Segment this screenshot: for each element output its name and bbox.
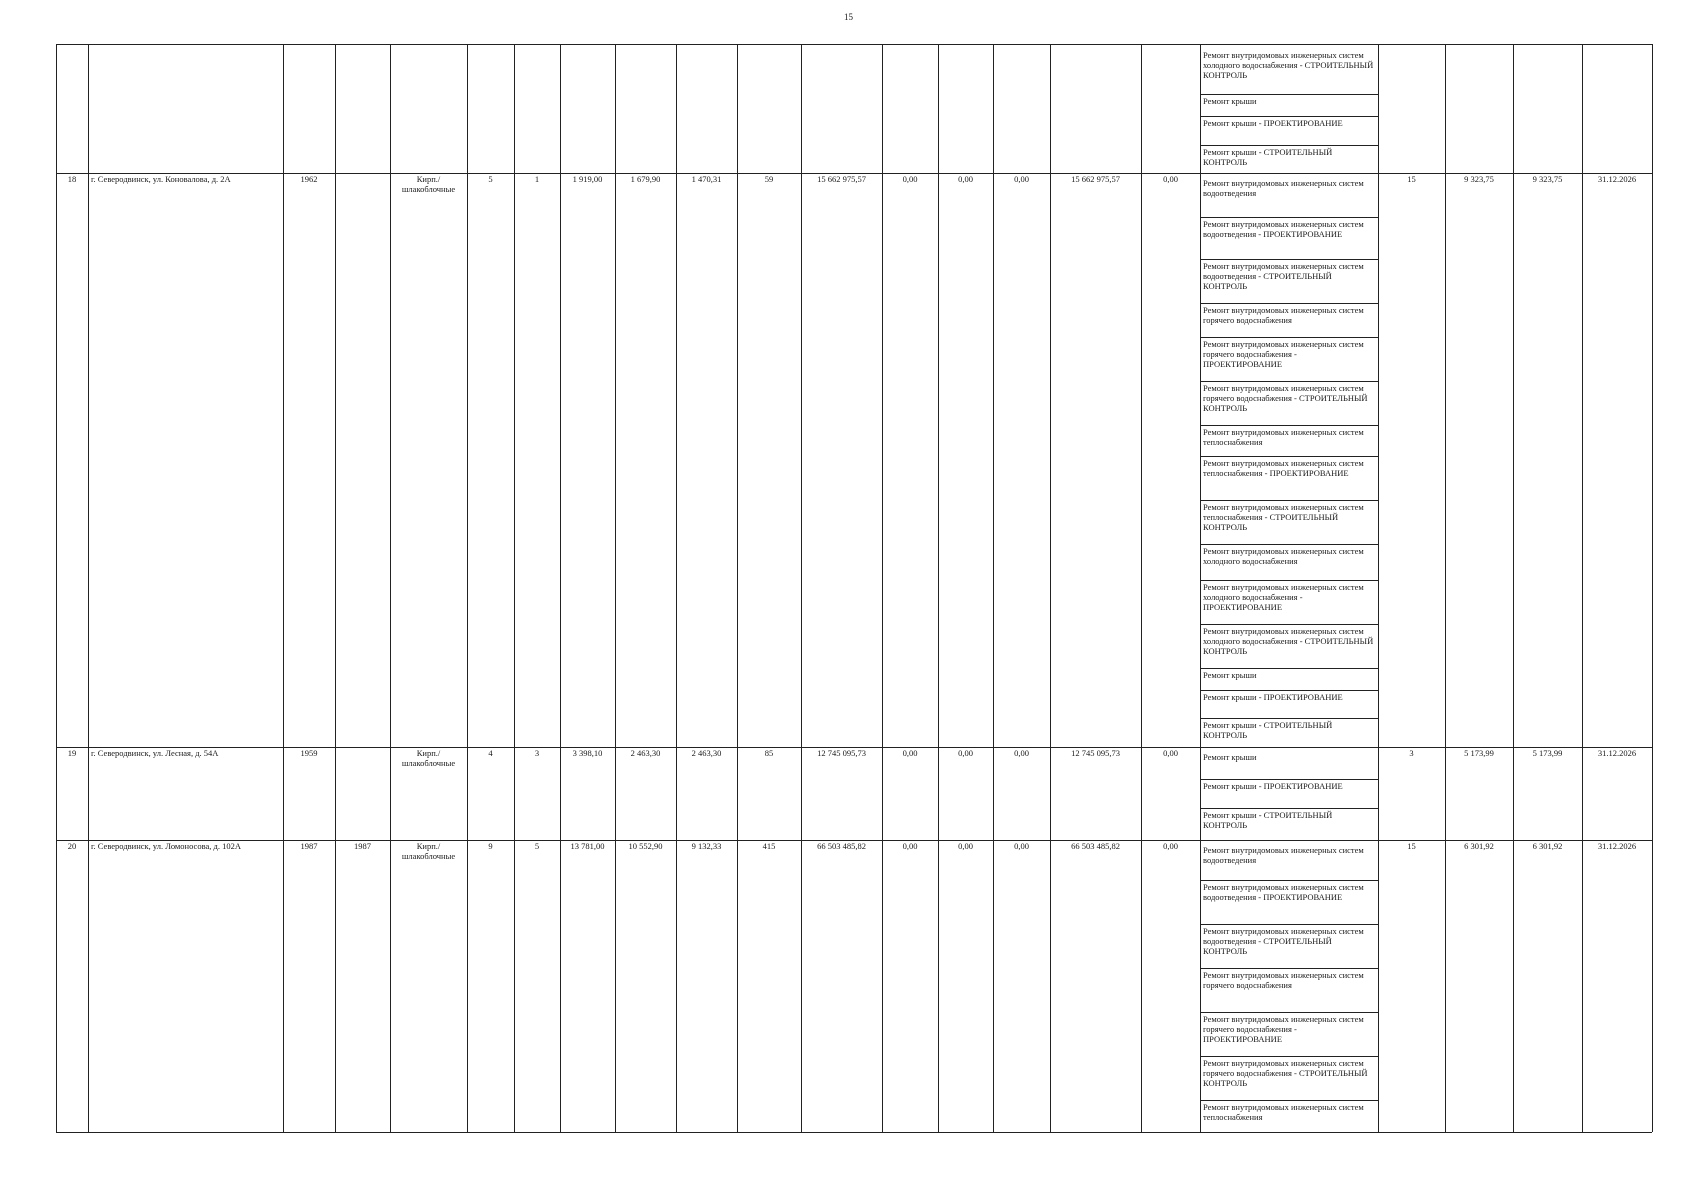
area-premises-cell: 10 552,90 bbox=[628, 841, 663, 851]
row-number: 18 bbox=[67, 174, 77, 184]
work-separator bbox=[1200, 1012, 1378, 1013]
work-separator bbox=[1200, 840, 1378, 841]
carryover-work-item: Ремонт крыши bbox=[1203, 96, 1257, 106]
area-residential-cell: 9 132,33 bbox=[691, 841, 722, 851]
wall-material-cell: Кирп./ шлакоблочные bbox=[401, 748, 456, 768]
floors-cell: 9 bbox=[488, 841, 493, 851]
deadline-cell: 31.12.2026 bbox=[1597, 841, 1637, 851]
work-separator bbox=[1200, 217, 1378, 218]
carryover-work-item: Ремонт внутридомовых инженерных систем холодного водоснабжения - СТРОИТЕЛЬНЫЙ КОНТРОЛЬ bbox=[1203, 50, 1374, 80]
row-18-work-item: Ремонт внутридомовых инженерных систем холодного водоснабжения bbox=[1203, 546, 1364, 566]
row-18-work-item: Ремонт внутридомовых инженерных систем теплоснабжения - ПРОЕКТИРОВАНИЕ bbox=[1203, 458, 1364, 478]
cost-total-cell: 66 503 485,82 bbox=[817, 841, 866, 851]
year-built-cell: 1987 bbox=[300, 841, 318, 851]
wall-material-cell: Кирп./ шлакоблочные bbox=[401, 841, 456, 861]
column-border bbox=[938, 44, 939, 1132]
work-separator bbox=[1200, 779, 1378, 780]
column-border bbox=[88, 44, 89, 1132]
work-separator bbox=[1200, 880, 1378, 881]
address-cell: г. Северодвинск, ул. Лесная, д. 54А bbox=[91, 748, 219, 758]
row-18-work-item: Ремонт внутридомовых инженерных систем теплоснабжения bbox=[1203, 427, 1364, 447]
column-border bbox=[1378, 44, 1379, 1132]
row-18-work-item: Ремонт внутридомовых инженерных систем теплоснабжения - СТРОИТЕЛЬНЫЙ КОНТРОЛЬ bbox=[1203, 502, 1364, 532]
unit-cost-limit-cell: 9 323,75 bbox=[1532, 174, 1563, 184]
area-total-cell: 13 781,00 bbox=[570, 841, 605, 851]
work-separator bbox=[1200, 456, 1378, 457]
deadline-cell: 31.12.2026 bbox=[1597, 748, 1637, 758]
column-border bbox=[56, 44, 57, 1132]
row-20-work-item: Ремонт внутридомовых инженерных систем горячего водоснабжения - ПРОЕКТИРОВАНИЕ bbox=[1203, 1014, 1364, 1044]
row-20-work-item: Ремонт внутридомовых инженерных систем теплоснабжения bbox=[1203, 1102, 1364, 1122]
unit-cost-limit-cell: 5 173,99 bbox=[1532, 748, 1563, 758]
column-border bbox=[993, 44, 994, 1132]
row-18-work-item: Ремонт крыши - ПРОЕКТИРОВАНИЕ bbox=[1203, 692, 1343, 702]
work-separator bbox=[1200, 624, 1378, 625]
work-separator bbox=[1200, 337, 1378, 338]
floors-cell: 4 bbox=[488, 748, 493, 758]
works-count-cell: 3 bbox=[1409, 748, 1414, 758]
residents-cell: 85 bbox=[764, 748, 774, 758]
year-renovated-cell: 1987 bbox=[354, 841, 371, 851]
carryover-work-item: Ремонт крыши - СТРОИТЕЛЬНЫЙ КОНТРОЛЬ bbox=[1203, 147, 1333, 167]
row-19-work-item: Ремонт крыши - СТРОИТЕЛЬНЫЙ КОНТРОЛЬ bbox=[1203, 810, 1333, 830]
row-20-work-item: Ремонт внутридомовых инженерных систем водоотведения bbox=[1203, 845, 1364, 865]
fund-region-cell: 0,00 bbox=[958, 174, 973, 184]
fund-ff-cell: 0,00 bbox=[902, 748, 918, 758]
column-border bbox=[560, 44, 561, 1132]
work-separator bbox=[1200, 173, 1378, 174]
row-18-work-item: Ремонт внутридомовых инженерных систем водоотведения - СТРОИТЕЛЬНЫЙ КОНТРОЛЬ bbox=[1203, 261, 1364, 291]
fund-local-cell: 0,00 bbox=[1014, 174, 1029, 184]
work-separator bbox=[1200, 1056, 1378, 1057]
row-number: 19 bbox=[67, 748, 77, 758]
row-20-work-item: Ремонт внутридомовых инженерных систем горячего водоснабжения - СТРОИТЕЛЬНЫЙ КОНТРОЛЬ bbox=[1203, 1058, 1368, 1088]
fund-local-cell: 0,00 bbox=[1014, 841, 1029, 851]
row-20-work-item: Ремонт внутридомовых инженерных систем водоотведения - ПРОЕКТИРОВАНИЕ bbox=[1203, 882, 1364, 902]
column-border bbox=[1582, 44, 1583, 1132]
row-number: 20 bbox=[67, 841, 77, 851]
column-border bbox=[882, 44, 883, 1132]
work-separator bbox=[1200, 425, 1378, 426]
year-built-cell: 1962 bbox=[300, 174, 318, 184]
work-separator bbox=[1200, 747, 1378, 748]
row-18-work-item: Ремонт крыши - СТРОИТЕЛЬНЫЙ КОНТРОЛЬ bbox=[1203, 720, 1333, 740]
fund-other-cell: 0,00 bbox=[1163, 748, 1178, 758]
fund-owners-cell: 15 662 975,57 bbox=[1071, 174, 1120, 184]
fund-other-cell: 0,00 bbox=[1163, 841, 1178, 851]
work-separator bbox=[1200, 718, 1378, 719]
page-number: 15 bbox=[844, 12, 853, 22]
work-separator bbox=[1200, 500, 1378, 501]
fund-owners-cell: 66 503 485,82 bbox=[1071, 841, 1120, 851]
row-18-work-item: Ремонт внутридомовых инженерных систем горячего водоснабжения bbox=[1203, 305, 1364, 325]
table-border bbox=[56, 44, 1652, 45]
year-built-cell: 1959 bbox=[300, 748, 318, 758]
row-19-work-item: Ремонт крыши - ПРОЕКТИРОВАНИЕ bbox=[1203, 781, 1343, 791]
carryover-work-item: Ремонт крыши - ПРОЕКТИРОВАНИЕ bbox=[1203, 118, 1343, 128]
cost-total-cell: 12 745 095,73 bbox=[817, 748, 866, 758]
row-20-work-item: Ремонт внутридомовых инженерных систем водоотведения - СТРОИТЕЛЬНЫЙ КОНТРОЛЬ bbox=[1203, 926, 1364, 956]
entrances-cell: 3 bbox=[534, 748, 540, 758]
work-separator bbox=[1200, 968, 1378, 969]
entrances-cell: 5 bbox=[534, 841, 540, 851]
work-separator bbox=[1200, 1132, 1378, 1133]
address-cell: г. Северодвинск, ул. Коновалова, д. 2А bbox=[91, 174, 231, 184]
row-18-work-item: Ремонт крыши bbox=[1203, 670, 1257, 680]
work-separator bbox=[1200, 303, 1378, 304]
work-separator bbox=[1200, 544, 1378, 545]
work-separator bbox=[1200, 381, 1378, 382]
fund-region-cell: 0,00 bbox=[958, 841, 973, 851]
column-border bbox=[514, 44, 515, 1132]
wall-material-cell: Кирп./ шлакоблочные bbox=[401, 174, 456, 194]
fund-local-cell: 0,00 bbox=[1014, 748, 1029, 758]
column-border bbox=[615, 44, 616, 1132]
residents-cell: 415 bbox=[762, 841, 776, 851]
column-border bbox=[737, 44, 738, 1132]
column-border bbox=[1513, 44, 1514, 1132]
area-residential-cell: 1 470,31 bbox=[691, 174, 722, 184]
area-total-cell: 1 919,00 bbox=[572, 174, 603, 184]
works-count-cell: 15 bbox=[1407, 841, 1416, 851]
entrances-cell: 1 bbox=[534, 174, 540, 184]
unit-cost-limit-cell: 6 301,92 bbox=[1532, 841, 1563, 851]
work-separator bbox=[1200, 94, 1378, 95]
column-border bbox=[1445, 44, 1446, 1132]
area-premises-cell: 2 463,30 bbox=[630, 748, 661, 758]
floors-cell: 5 bbox=[488, 174, 493, 184]
row-19-work-item: Ремонт крыши bbox=[1203, 752, 1257, 762]
address-cell: г. Северодвинск, ул. Ломоносова, д. 102А bbox=[91, 841, 241, 851]
work-separator bbox=[1200, 690, 1378, 691]
fund-owners-cell: 12 745 095,73 bbox=[1071, 748, 1120, 758]
work-separator bbox=[1200, 580, 1378, 581]
row-18-work-item: Ремонт внутридомовых инженерных систем горячего водоснабжения - ПРОЕКТИРОВАНИЕ bbox=[1203, 339, 1364, 369]
column-border bbox=[1050, 44, 1051, 1132]
column-border bbox=[1652, 44, 1653, 1132]
unit-cost-cell: 5 173,99 bbox=[1464, 748, 1494, 758]
unit-cost-cell: 6 301,92 bbox=[1464, 841, 1494, 851]
column-border bbox=[1141, 44, 1142, 1132]
deadline-cell: 31.12.2026 bbox=[1597, 174, 1637, 184]
table-border bbox=[56, 1132, 1652, 1133]
column-border bbox=[467, 44, 468, 1132]
works-count-cell: 15 bbox=[1407, 174, 1416, 184]
column-border bbox=[801, 44, 802, 1132]
area-residential-cell: 2 463,30 bbox=[691, 748, 722, 758]
column-border bbox=[390, 44, 391, 1132]
row-18-work-item: Ремонт внутридомовых инженерных систем холодного водоснабжения - СТРОИТЕЛЬНЫЙ КОНТРОЛЬ bbox=[1203, 626, 1374, 656]
area-total-cell: 3 398,10 bbox=[572, 748, 603, 758]
fund-ff-cell: 0,00 bbox=[902, 174, 918, 184]
cost-total-cell: 15 662 975,57 bbox=[817, 174, 866, 184]
column-border bbox=[676, 44, 677, 1132]
column-border bbox=[283, 44, 284, 1132]
work-separator bbox=[1200, 145, 1378, 146]
row-20-work-item: Ремонт внутридомовых инженерных систем горячего водоснабжения bbox=[1203, 970, 1364, 990]
work-separator bbox=[1200, 116, 1378, 117]
unit-cost-cell: 9 323,75 bbox=[1464, 174, 1494, 184]
column-border bbox=[335, 44, 336, 1132]
row-18-work-item: Ремонт внутридомовых инженерных систем холодного водоснабжения - ПРОЕКТИРОВАНИЕ bbox=[1203, 582, 1364, 612]
row-18-work-item: Ремонт внутридомовых инженерных систем горячего водоснабжения - СТРОИТЕЛЬНЫЙ КОНТРОЛЬ bbox=[1203, 383, 1368, 413]
fund-ff-cell: 0,00 bbox=[902, 841, 918, 851]
work-separator bbox=[1200, 1100, 1378, 1101]
work-separator bbox=[1200, 668, 1378, 669]
work-separator bbox=[1200, 808, 1378, 809]
row-18-work-item: Ремонт внутридомовых инженерных систем водоотведения bbox=[1203, 178, 1364, 198]
residents-cell: 59 bbox=[764, 174, 774, 184]
area-premises-cell: 1 679,90 bbox=[630, 174, 661, 184]
work-separator bbox=[1200, 259, 1378, 260]
fund-region-cell: 0,00 bbox=[958, 748, 973, 758]
row-18-work-item: Ремонт внутридомовых инженерных систем водоотведения - ПРОЕКТИРОВАНИЕ bbox=[1203, 219, 1364, 239]
work-separator bbox=[1200, 924, 1378, 925]
fund-other-cell: 0,00 bbox=[1163, 174, 1178, 184]
